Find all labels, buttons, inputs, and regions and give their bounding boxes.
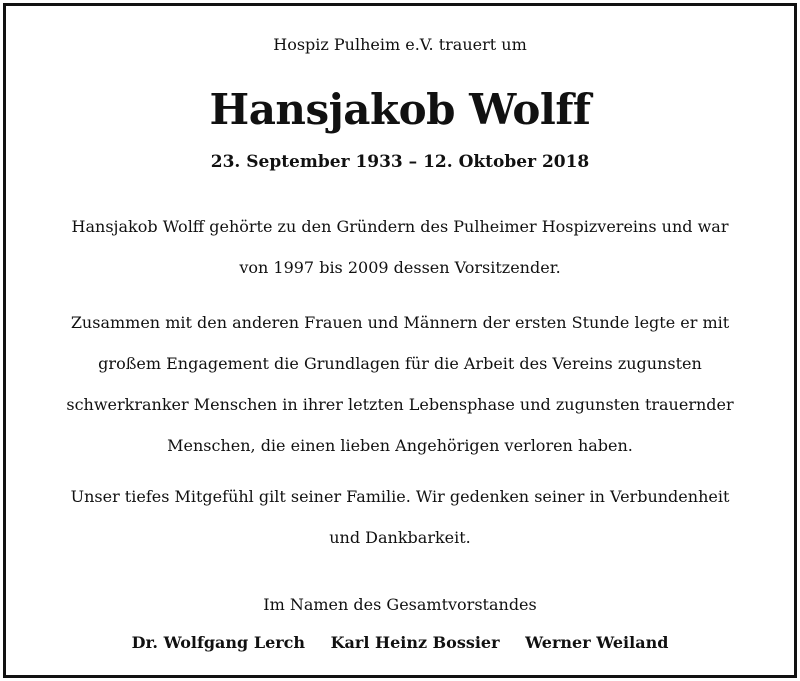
paragraph-engagement [26, 302, 774, 466]
paragraph-line: Zusammen mit den anderen Frauen und Männern der ersten Stunde legte er mit [70, 313, 730, 332]
signer-name: Werner Weiland [525, 633, 669, 652]
paragraph-founder [26, 206, 774, 288]
deceased-name: Hansjakob Wolff [209, 85, 591, 134]
intro-line: Hospiz Pulheim e.V. trauert um [273, 35, 527, 54]
signoff-line: Im Namen des Gesamtvorstandes [263, 595, 537, 614]
paragraph-line: schwerkranker Menschen in ihrer letzten Lebensphase und zugunsten trauernder [66, 395, 734, 414]
signers-row [6, 631, 794, 655]
signer-name: Dr. Wolfgang Lerch [131, 633, 306, 652]
obituary-notice-frame [3, 3, 797, 678]
paragraph-line: Hansjakob Wolff gehörte zu den Gründern des Pulheimer Hospizvereins und war [71, 217, 729, 236]
paragraph-line: Menschen, die einen lieben Angehörigen verloren haben. [167, 436, 633, 455]
paragraph-line: Unser tiefes Mitgefühl gilt seiner Familie. Wir gedenken seiner in Verbundenheit [70, 487, 730, 506]
paragraph-condolence [26, 476, 774, 558]
life-dates: 23. September 1933 – 12. Oktober 2018 [210, 152, 590, 172]
signer-name: Karl Heinz Bossier [330, 633, 500, 652]
paragraph-line: von 1997 bis 2009 dessen Vorsitzender. [239, 258, 561, 277]
paragraph-line: großem Engagement die Grundlagen für die Arbeit des Vereins zugunsten [98, 354, 702, 373]
paragraph-line: und Dankbarkeit. [329, 528, 471, 547]
